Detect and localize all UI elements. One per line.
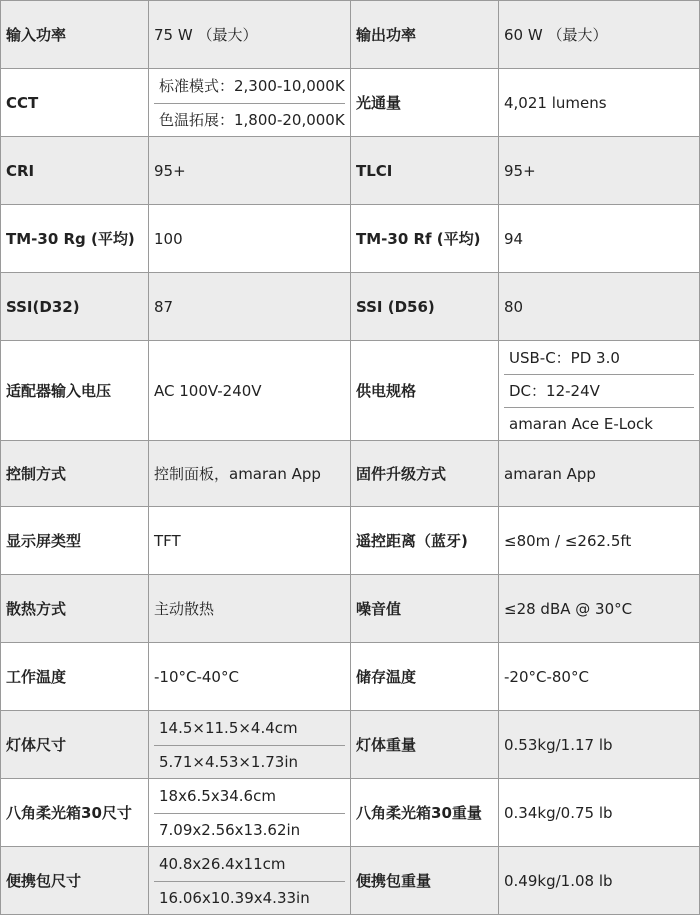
spec-label: 供电规格 <box>351 341 499 441</box>
spec-value: 95+ <box>499 137 700 205</box>
spec-row <box>1 507 700 575</box>
spec-value-line: 色温拓展：1,800-20,000K <box>154 103 345 137</box>
spec-value: 60 W （最大） <box>499 1 700 69</box>
spec-value-line: 16.06x10.39x4.33in <box>154 881 345 915</box>
spec-label: 储存温度 <box>351 643 499 711</box>
spec-label: 输出功率 <box>351 1 499 69</box>
spec-value: 75 W （最大） <box>149 1 351 69</box>
spec-label: TM-30 Rg (平均) <box>1 205 149 273</box>
spec-table-body <box>1 1 700 915</box>
spec-row <box>1 205 700 273</box>
spec-row <box>1 341 700 441</box>
spec-row <box>1 847 700 915</box>
spec-label: 散热方式 <box>1 575 149 643</box>
spec-value-line: USB-C：PD 3.0 <box>509 348 620 367</box>
spec-value-line: amaran Ace E-Lock <box>504 407 694 440</box>
spec-value: 100 <box>149 205 351 273</box>
spec-label: TM-30 Rf (平均) <box>351 205 499 273</box>
spec-label: TLCI <box>351 137 499 205</box>
spec-row <box>1 441 700 507</box>
spec-value: -10°C-40°C <box>149 643 351 711</box>
spec-label: 适配器输入电压 <box>1 341 149 441</box>
spec-label: SSI(D32) <box>1 273 149 341</box>
spec-label: CCT <box>1 69 149 137</box>
spec-row <box>1 779 700 847</box>
spec-label: 灯体重量 <box>351 711 499 779</box>
spec-label: 遥控距离（蓝牙) <box>351 507 499 575</box>
spec-label: 控制方式 <box>1 441 149 507</box>
spec-label: 便携包重量 <box>351 847 499 915</box>
spec-value-group <box>149 69 351 137</box>
spec-label: 八角柔光箱30重量 <box>351 779 499 847</box>
spec-value-line: 5.71×4.53×1.73in <box>154 745 345 779</box>
spec-row <box>1 575 700 643</box>
spec-value: amaran App <box>499 441 700 507</box>
spec-label: 输入功率 <box>1 1 149 69</box>
spec-label: 固件升级方式 <box>351 441 499 507</box>
spec-label: 便携包尺寸 <box>1 847 149 915</box>
spec-value-group <box>499 341 700 441</box>
spec-label: 噪音值 <box>351 575 499 643</box>
spec-label: 工作温度 <box>1 643 149 711</box>
spec-label: SSI (D56) <box>351 273 499 341</box>
spec-value: 主动散热 <box>149 575 351 643</box>
spec-value-line: 14.5×11.5×4.4cm <box>159 718 298 737</box>
spec-label: 八角柔光箱30尺寸 <box>1 779 149 847</box>
spec-value-line: 40.8x26.4x11cm <box>159 854 286 873</box>
spec-value: 0.49kg/1.08 lb <box>499 847 700 915</box>
spec-value: ≤28 dBA @ 30°C <box>499 575 700 643</box>
spec-value-line: 7.09x2.56x13.62in <box>154 813 345 847</box>
spec-value: 94 <box>499 205 700 273</box>
spec-value-line: 标准模式：2,300-10,000K <box>159 76 345 95</box>
spec-row <box>1 711 700 779</box>
spec-value-line: DC：12-24V <box>504 374 694 407</box>
spec-value: 0.34kg/0.75 lb <box>499 779 700 847</box>
spec-row <box>1 1 700 69</box>
spec-value: 87 <box>149 273 351 341</box>
spec-value: 0.53kg/1.17 lb <box>499 711 700 779</box>
spec-label: CRI <box>1 137 149 205</box>
spec-value-line: 18x6.5x34.6cm <box>159 786 276 805</box>
spec-value: TFT <box>149 507 351 575</box>
spec-value: -20°C-80°C <box>499 643 700 711</box>
spec-value-group <box>149 779 351 847</box>
spec-label: 灯体尺寸 <box>1 711 149 779</box>
spec-value-group <box>149 847 351 915</box>
spec-row <box>1 643 700 711</box>
spec-value: ≤80m / ≤262.5ft <box>499 507 700 575</box>
spec-value: 控制面板，amaran App <box>149 441 351 507</box>
spec-label: 显示屏类型 <box>1 507 149 575</box>
spec-value: 80 <box>499 273 700 341</box>
spec-value: 4,021 lumens <box>499 69 700 137</box>
spec-value-group <box>149 711 351 779</box>
spec-value: AC 100V-240V <box>149 341 351 441</box>
spec-value: 95+ <box>149 137 351 205</box>
spec-label: 光通量 <box>351 69 499 137</box>
spec-row <box>1 137 700 205</box>
spec-row <box>1 69 700 137</box>
spec-row <box>1 273 700 341</box>
